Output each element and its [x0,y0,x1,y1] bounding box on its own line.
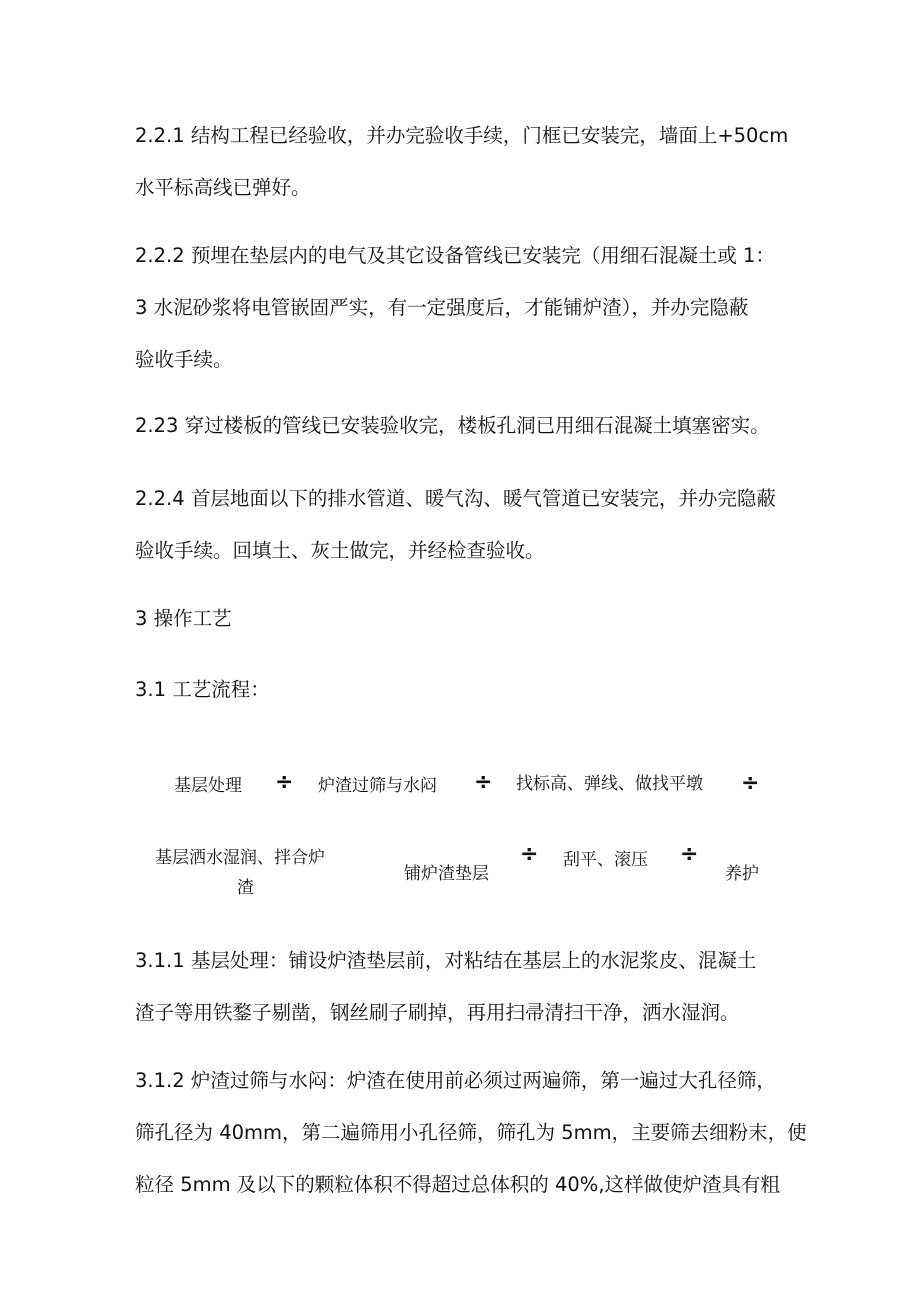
flow-step-level-roll: 刮平、滚压 [563,850,648,870]
section-heading-3 [135,593,795,645]
section-heading-3-1 [135,664,795,716]
flow-arrow: ÷ [520,842,539,867]
flow-arrow: ÷ [474,770,493,795]
flow-step-level-marking: 找标高、弹线、做找平墩 [516,774,703,794]
heading-line: 3 操作工艺 [135,607,232,630]
paragraph-line: 筛孔径为 40mm，第二遍筛用小孔径筛，筛孔为 5mm，主要筛去细粉末，使 [135,1121,807,1144]
paragraph-line: 3.1.1 基层处理：铺设炉渣垫层前，对粘结在基层上的水泥浆皮、混凝土 [135,949,757,972]
paragraph-3-1-2 [135,1055,807,1211]
paragraph-line: 粒径 5mm 及以下的颗粒体积不得超过总体积的 40%,这样做使炉渣具有粗 [135,1173,781,1196]
paragraph-3-1-1 [135,935,795,1039]
paragraph-line: 2.23 穿过楼板的管线已安装验收完，楼板孔洞已用细石混凝土填塞密实。 [135,414,770,437]
flow-step-curing: 养护 [725,864,759,884]
flow-step-wetting-mixing: 基层洒水湿润、拌合炉 [155,848,325,868]
flow-step-wetting-mixing-cont: 渣 [237,878,254,898]
paragraph-line: 验收手续。 [135,348,233,371]
flow-step-slag-sieving: 炉渣过筛与水闷 [318,776,437,796]
paragraph-line: 渣子等用铁鍪子剔凿，钢丝刷子刷掉，再用扫帚清扫干净，洒水湿润。 [135,1001,740,1024]
paragraph-line: 3.1.2 炉渣过筛与水闷：炉渣在使用前必须过两遍筛，第一遍过大孔径筛， [135,1069,776,1092]
paragraph-2-2-2 [135,230,795,386]
flow-arrow: ÷ [741,771,760,796]
flow-step-lay-slag: 铺炉渣垫层 [404,864,489,884]
paragraph-2-2-4 [135,473,795,577]
flow-step-base-treatment: 基层处理 [174,776,242,796]
paragraph-line: 验收手续。回填土、灰土做完，并经检查验收。 [135,539,545,562]
heading-line: 3.1 工艺流程： [135,678,270,701]
paragraph-2-2-3 [135,400,795,452]
paragraph-2-2-1 [135,110,795,214]
paragraph-line: 3 水泥砂浆将电管嵌固严实，有一定强度后，才能铺炉渣），并办完隐蔽 [135,296,749,319]
flow-arrow: ÷ [275,770,294,795]
paragraph-line: 2.2.4 首层地面以下的排水管道、暖气沟、暖气管道已安装完，并办完隐蔽 [135,487,776,510]
flow-arrow: ÷ [680,842,699,867]
paragraph-line: 2.2.1 结构工程已经验收，并办完验收手续，门框已安装完，墙面上+50cm [135,124,789,147]
paragraph-line: 2.2.2 预埋在垫层内的电气及其它设备管线已安装完（用细石混凝土或 1： [135,244,775,267]
paragraph-line: 水平标高线已弹好。 [135,176,311,199]
